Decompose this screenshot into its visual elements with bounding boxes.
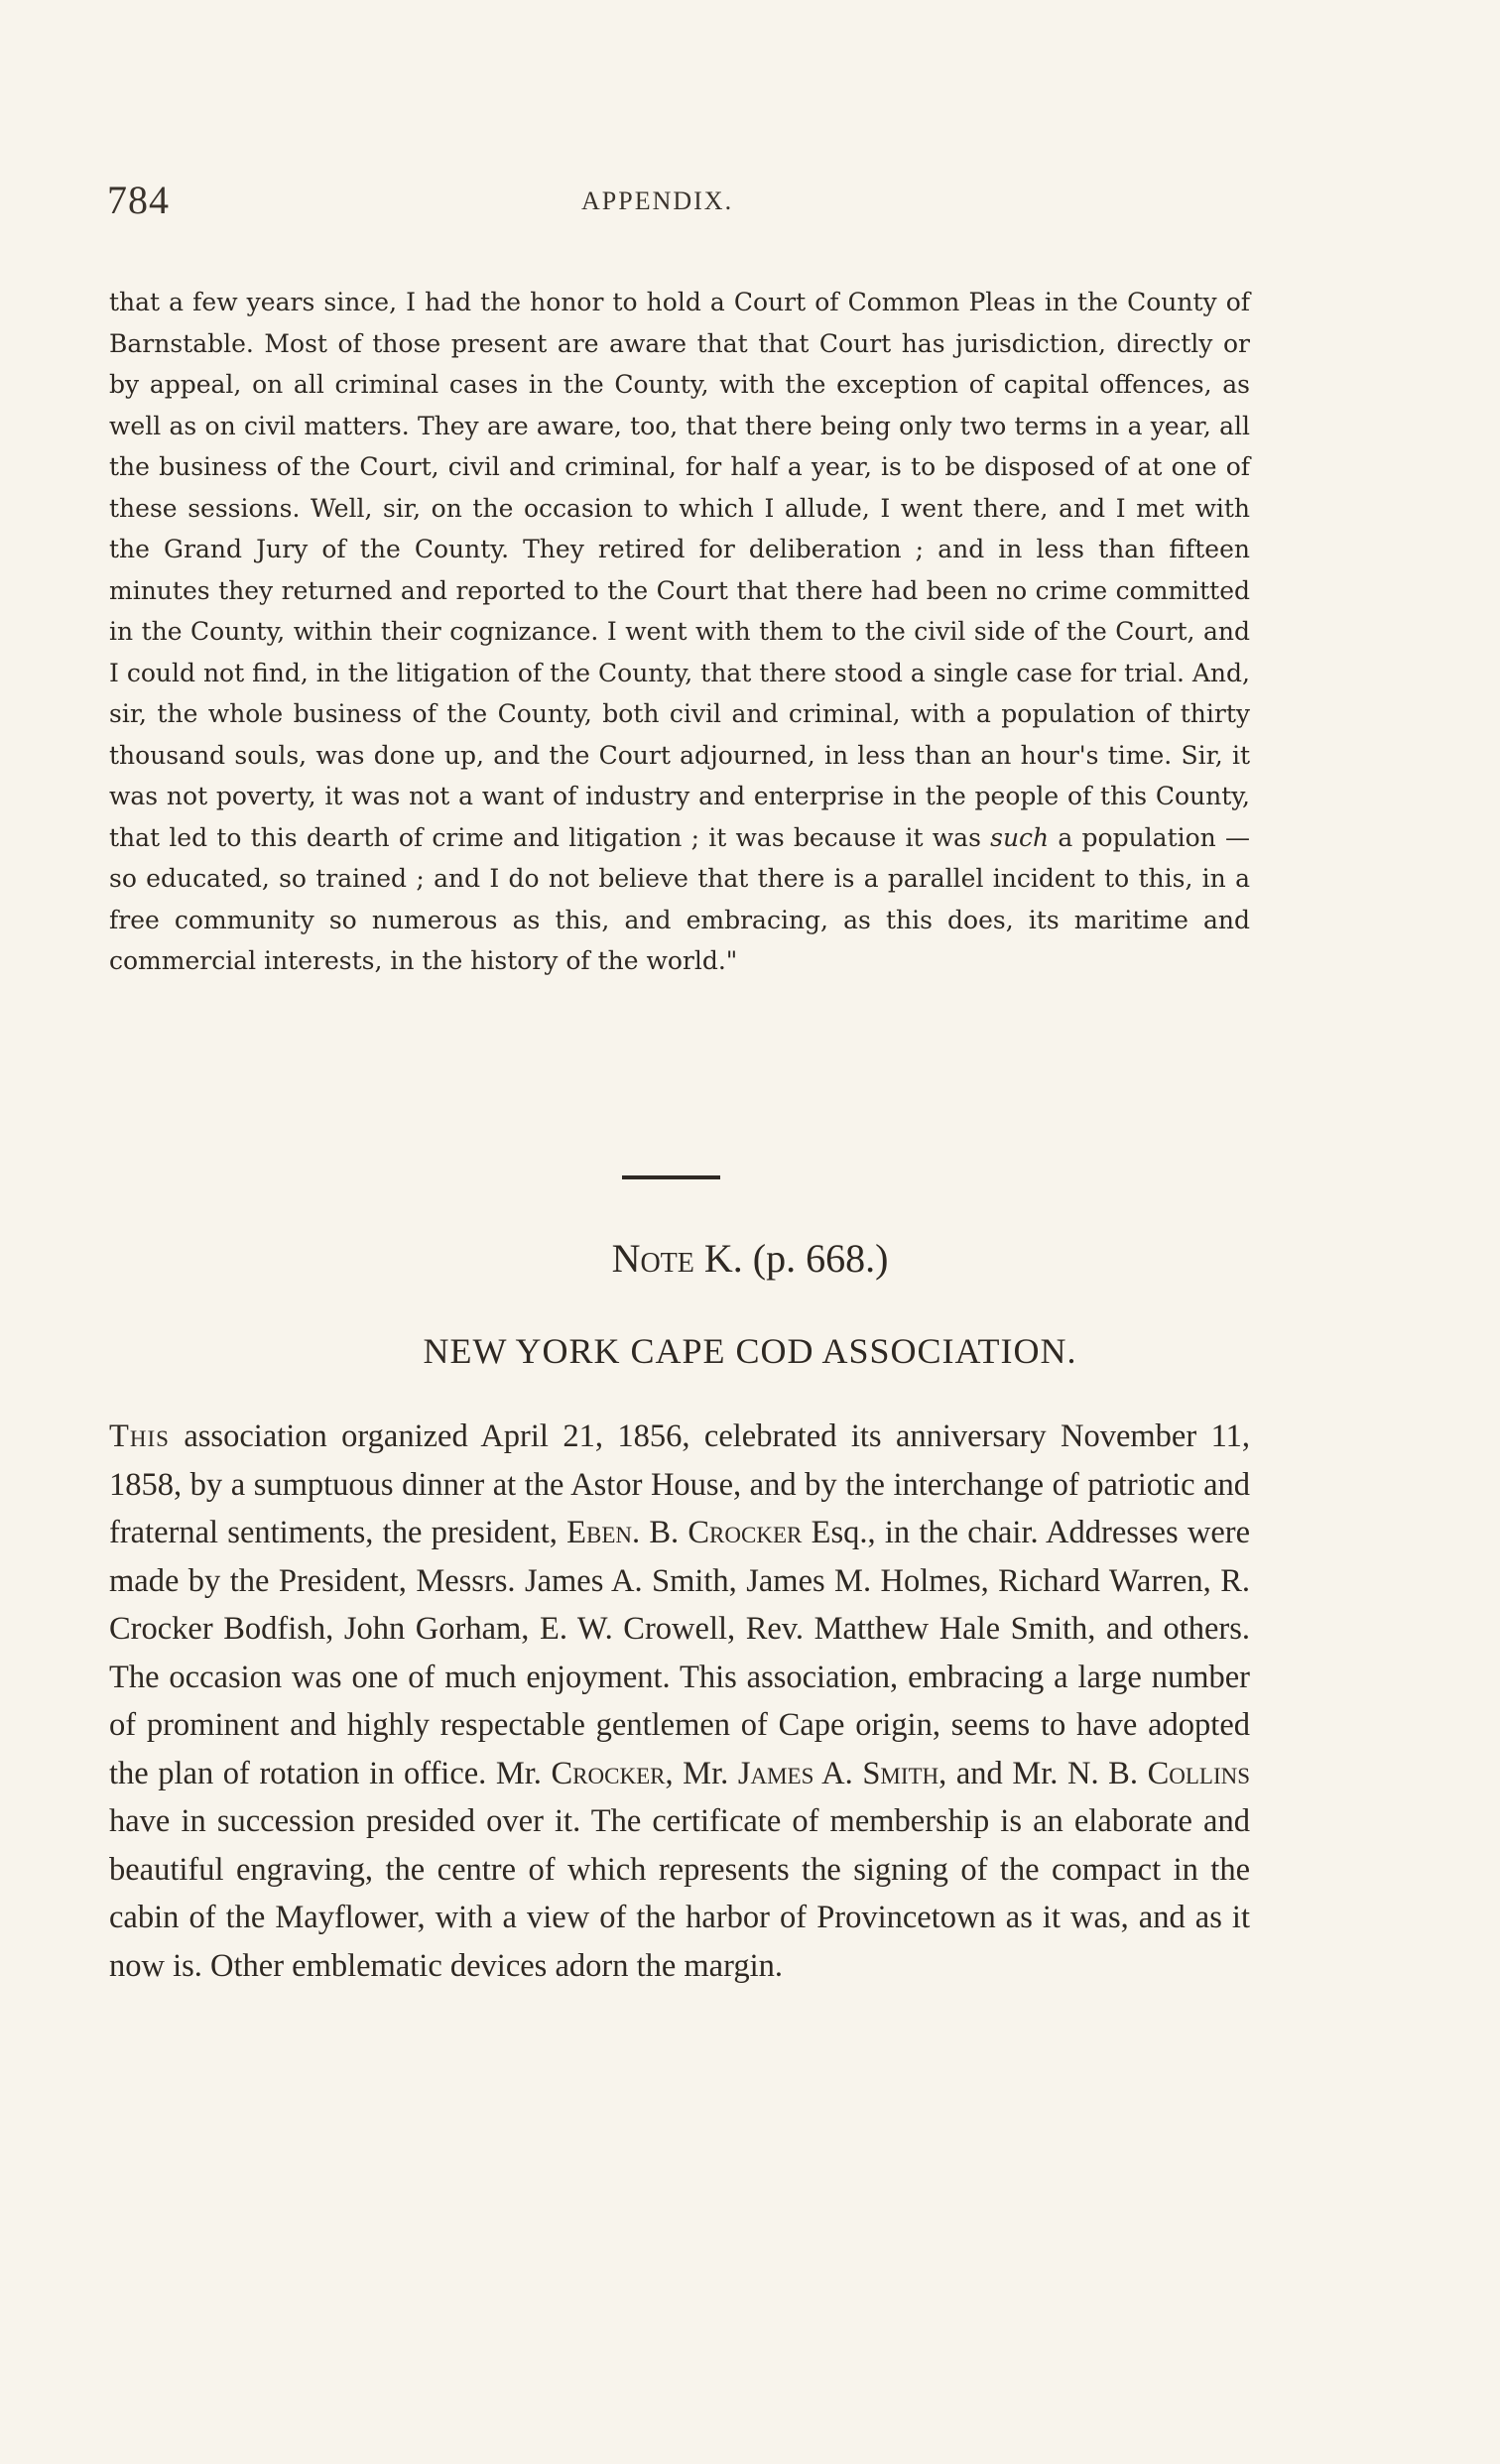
president-name: Eben. B. Crocker <box>566 1515 803 1550</box>
quote-text-main: that a few years since, I had the honor to hold a Court of Common Pleas in the County of Barnstable. Most of those present are aware that that Court has jurisdiction, directly or by appeal, on all criminal cases in the County, with the exception of capital offences, as well as on civil matters. They are aware, too, that there being only two terms in a year, all the business of the Court, civil and criminal, for half a year, is to be disposed of at one of these sessions. Well, sir, on the occasion to which I allude, I went there, and I met with the Grand Jury of the County. They retired for deliberation ; and in less than fifteen minutes they returned and reported to the Court that there had been no crime committed in the County, within their cognizance. I went with them to the civil side of the Court, and I could not find, in the litigation of the County, that there stood a single case for trial. And, sir, the whole business of the County, both civil and criminal, with a population of thirty thousand souls, was done up, and the Court adjourned, in less than an hour's time. Sir, it was not poverty, it was not a want of industry and enterprise in the people of this County, that led to this dearth of crime and litigation ; it was because it was <box>109 288 1250 852</box>
name-crocker: Crocker <box>551 1755 666 1791</box>
note-text-part2: Esq., in the chair. Addresses were made by the President, Messrs. James A. Smith, James M. Holmes, Richard Warren, R. Crocker Bodfish, John Gorham, E. W. Crowell, Rev. Matthew Hale Smith, and others. The occasion was one of much enjoyment. This association, embracing a large number of prominent and highly respectable gentlemen of Cape origin, seems to have adopted the plan of rotation in office. Mr. <box>109 1515 1251 1791</box>
quoted-speech-paragraph <box>109 282 1250 982</box>
name-james-smith: James A. Smith <box>737 1755 939 1791</box>
running-head: APPENDIX. <box>581 186 734 215</box>
note-text-part1: association organized April 21, 1856, celebrated its anniversary November 11, 1858, by a sumptuous dinner at the Astor House, and by the interchange of patriotic and fraternal sentiments, the president, <box>109 1418 1250 1550</box>
page-header <box>107 177 1248 236</box>
separator-2: , and Mr. N. B. <box>938 1755 1138 1791</box>
quote-emphasis: such <box>990 822 1050 852</box>
section-divider <box>622 1175 720 1179</box>
opening-word: This <box>109 1418 170 1454</box>
quote-text-end: a population — so educated, so trained ; and I do not believe that there is a parallel incident to this, in a free community so numerous as this, and embracing, as this does, its maritime and commercial interests, in the history of the world." <box>109 822 1250 975</box>
separator-1: , Mr. <box>665 1755 729 1791</box>
note-text-part3: have in succession presided over it. The certificate of membership is an elaborate and beautiful engraving, the centre of which represents the signing of the compact in the cabin of the Mayflower, with a view of the harbor of Provincetown as it was, and as it now is. Other emblematic devices adorn the margin. <box>109 1803 1250 1984</box>
note-paragraph <box>109 1413 1250 1990</box>
page-number: 784 <box>107 178 170 222</box>
note-heading <box>0 1235 1500 1282</box>
section-title: NEW YORK CAPE COD ASSOCIATION. <box>423 1331 1077 1371</box>
quote-text <box>109 282 1250 982</box>
note-page-reference: (p. 668.) <box>752 1236 889 1281</box>
name-collins: Collins <box>1147 1755 1251 1791</box>
note-label: Note K. <box>611 1236 743 1281</box>
note-text <box>109 1413 1250 1990</box>
